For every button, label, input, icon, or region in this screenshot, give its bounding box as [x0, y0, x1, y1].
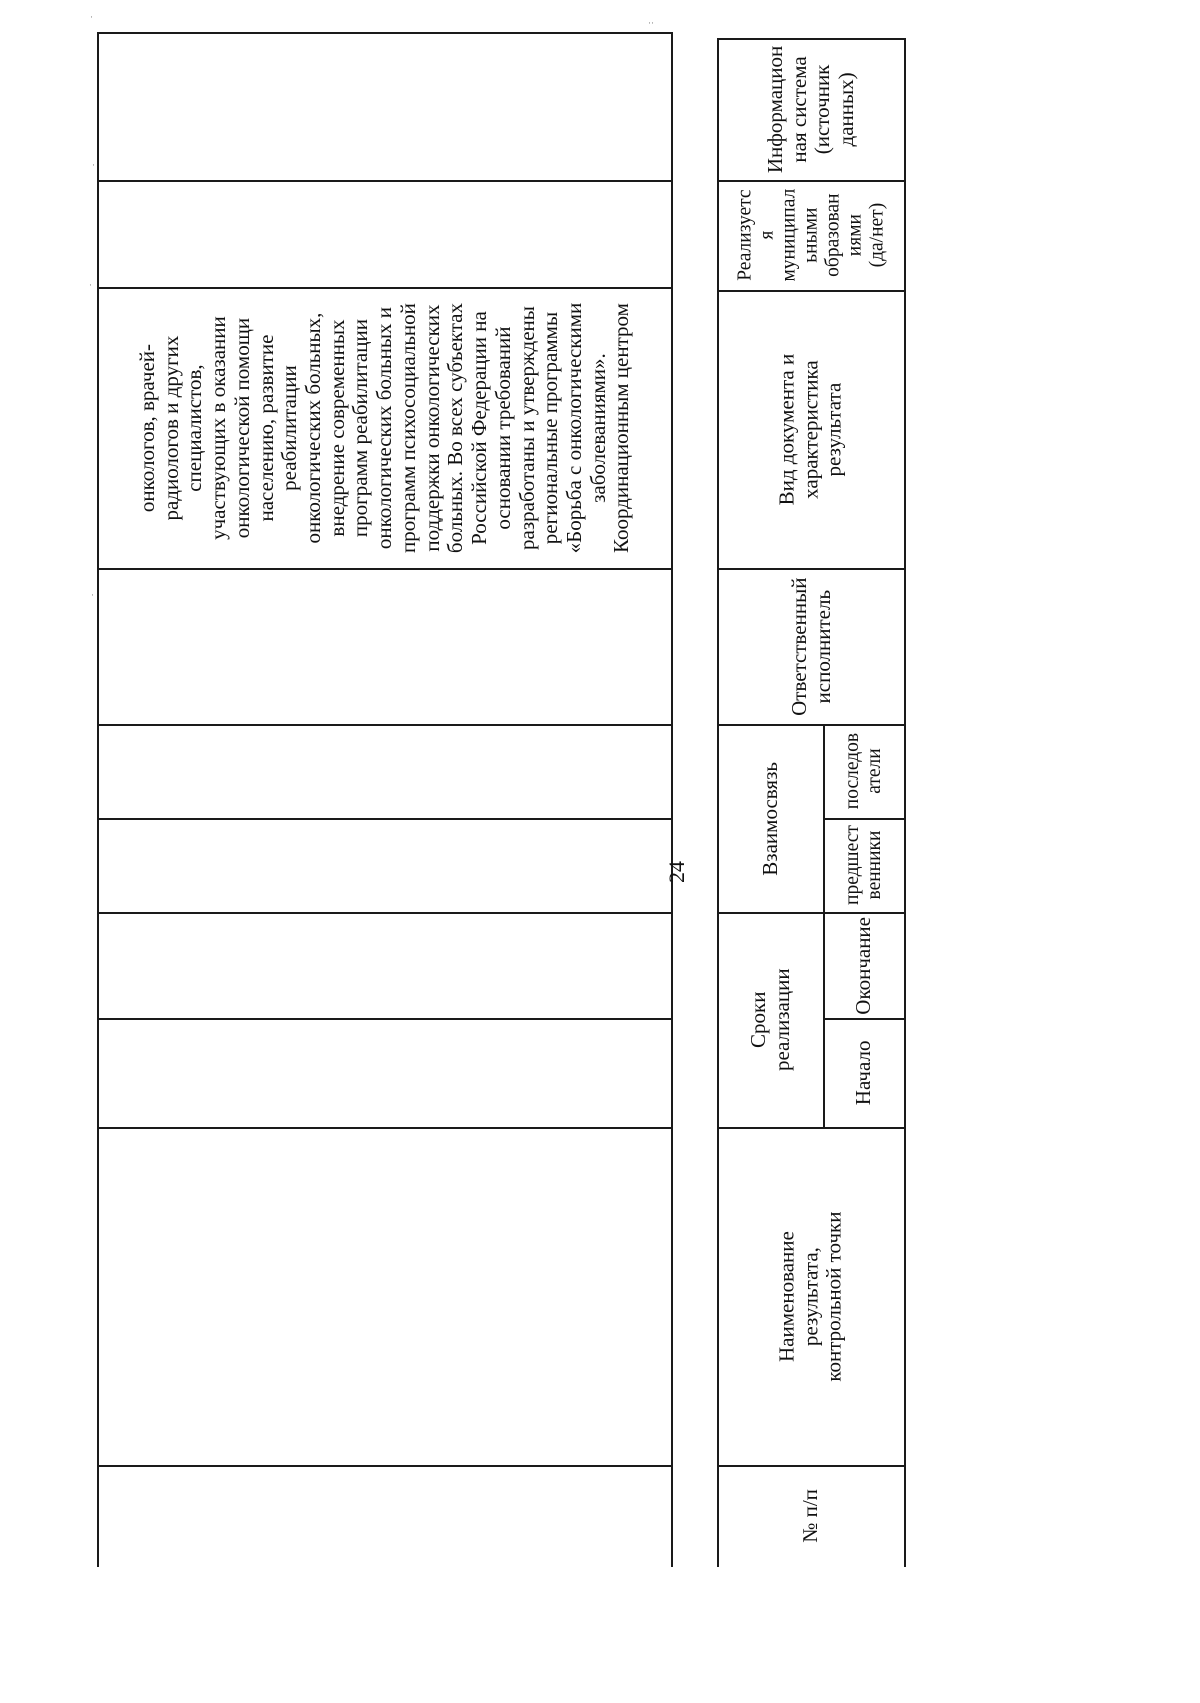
scan-speck: ·	[89, 280, 92, 290]
upper-row-line	[97, 1465, 672, 1467]
page-number-text: 24	[664, 861, 689, 883]
upper-top-border	[97, 32, 672, 34]
header-predecessors: предшест венники	[841, 825, 885, 906]
header-responsible: Ответственный исполнитель	[786, 577, 834, 716]
header-result-name: Наименование результата, контрольной точки	[774, 1211, 846, 1382]
header-end: Окончание	[851, 916, 876, 1015]
scan-speck: ·	[92, 160, 95, 170]
header-start: Начало	[851, 1040, 876, 1106]
header-document-type: Вид документа и характеристика результата	[774, 353, 846, 506]
upper-row-line	[97, 1127, 672, 1129]
header-right-border	[904, 38, 906, 1567]
upper-left-border	[97, 32, 99, 1567]
header-timeline: Сроки реализации	[745, 968, 794, 1071]
scan-speck: ·	[91, 590, 94, 600]
upper-row-line	[97, 724, 672, 726]
upper-row-line	[97, 180, 672, 182]
scan-speck: ·	[90, 12, 93, 22]
upper-row-line	[97, 818, 672, 820]
upper-row-line	[97, 568, 672, 570]
header-municipal: Реализуетс я муниципал ьными образован иями (да/нет)	[733, 189, 888, 282]
page-number	[662, 852, 692, 892]
header-successors: последов атели	[841, 733, 885, 810]
upper-row-line	[97, 1018, 672, 1020]
upper-row-line	[97, 912, 672, 914]
upper-right-border	[671, 32, 673, 1567]
description-cell	[98, 288, 671, 568]
header-number: № п/п	[798, 1489, 823, 1543]
header-relationship: Взаимосвязь	[757, 761, 782, 876]
header-info-system: Информацион ная система (источник данных)	[762, 45, 858, 174]
scan-speck: ··	[648, 18, 654, 28]
description-text: онкологов, врачей- радиологов и других специалистов, участвующих в оказании онкологической помощи населению, развитие реабилитации онкологических больных, внедрение современных программ реабилитации онкологических больных и программ психосоциальной поддержки онкологических больных. Во всех субъектах Российской Федерации на основании требований разработаны и утверждены региональные программы «Борьба с онкологическими заболеваниями». Координационным центром	[134, 302, 633, 554]
